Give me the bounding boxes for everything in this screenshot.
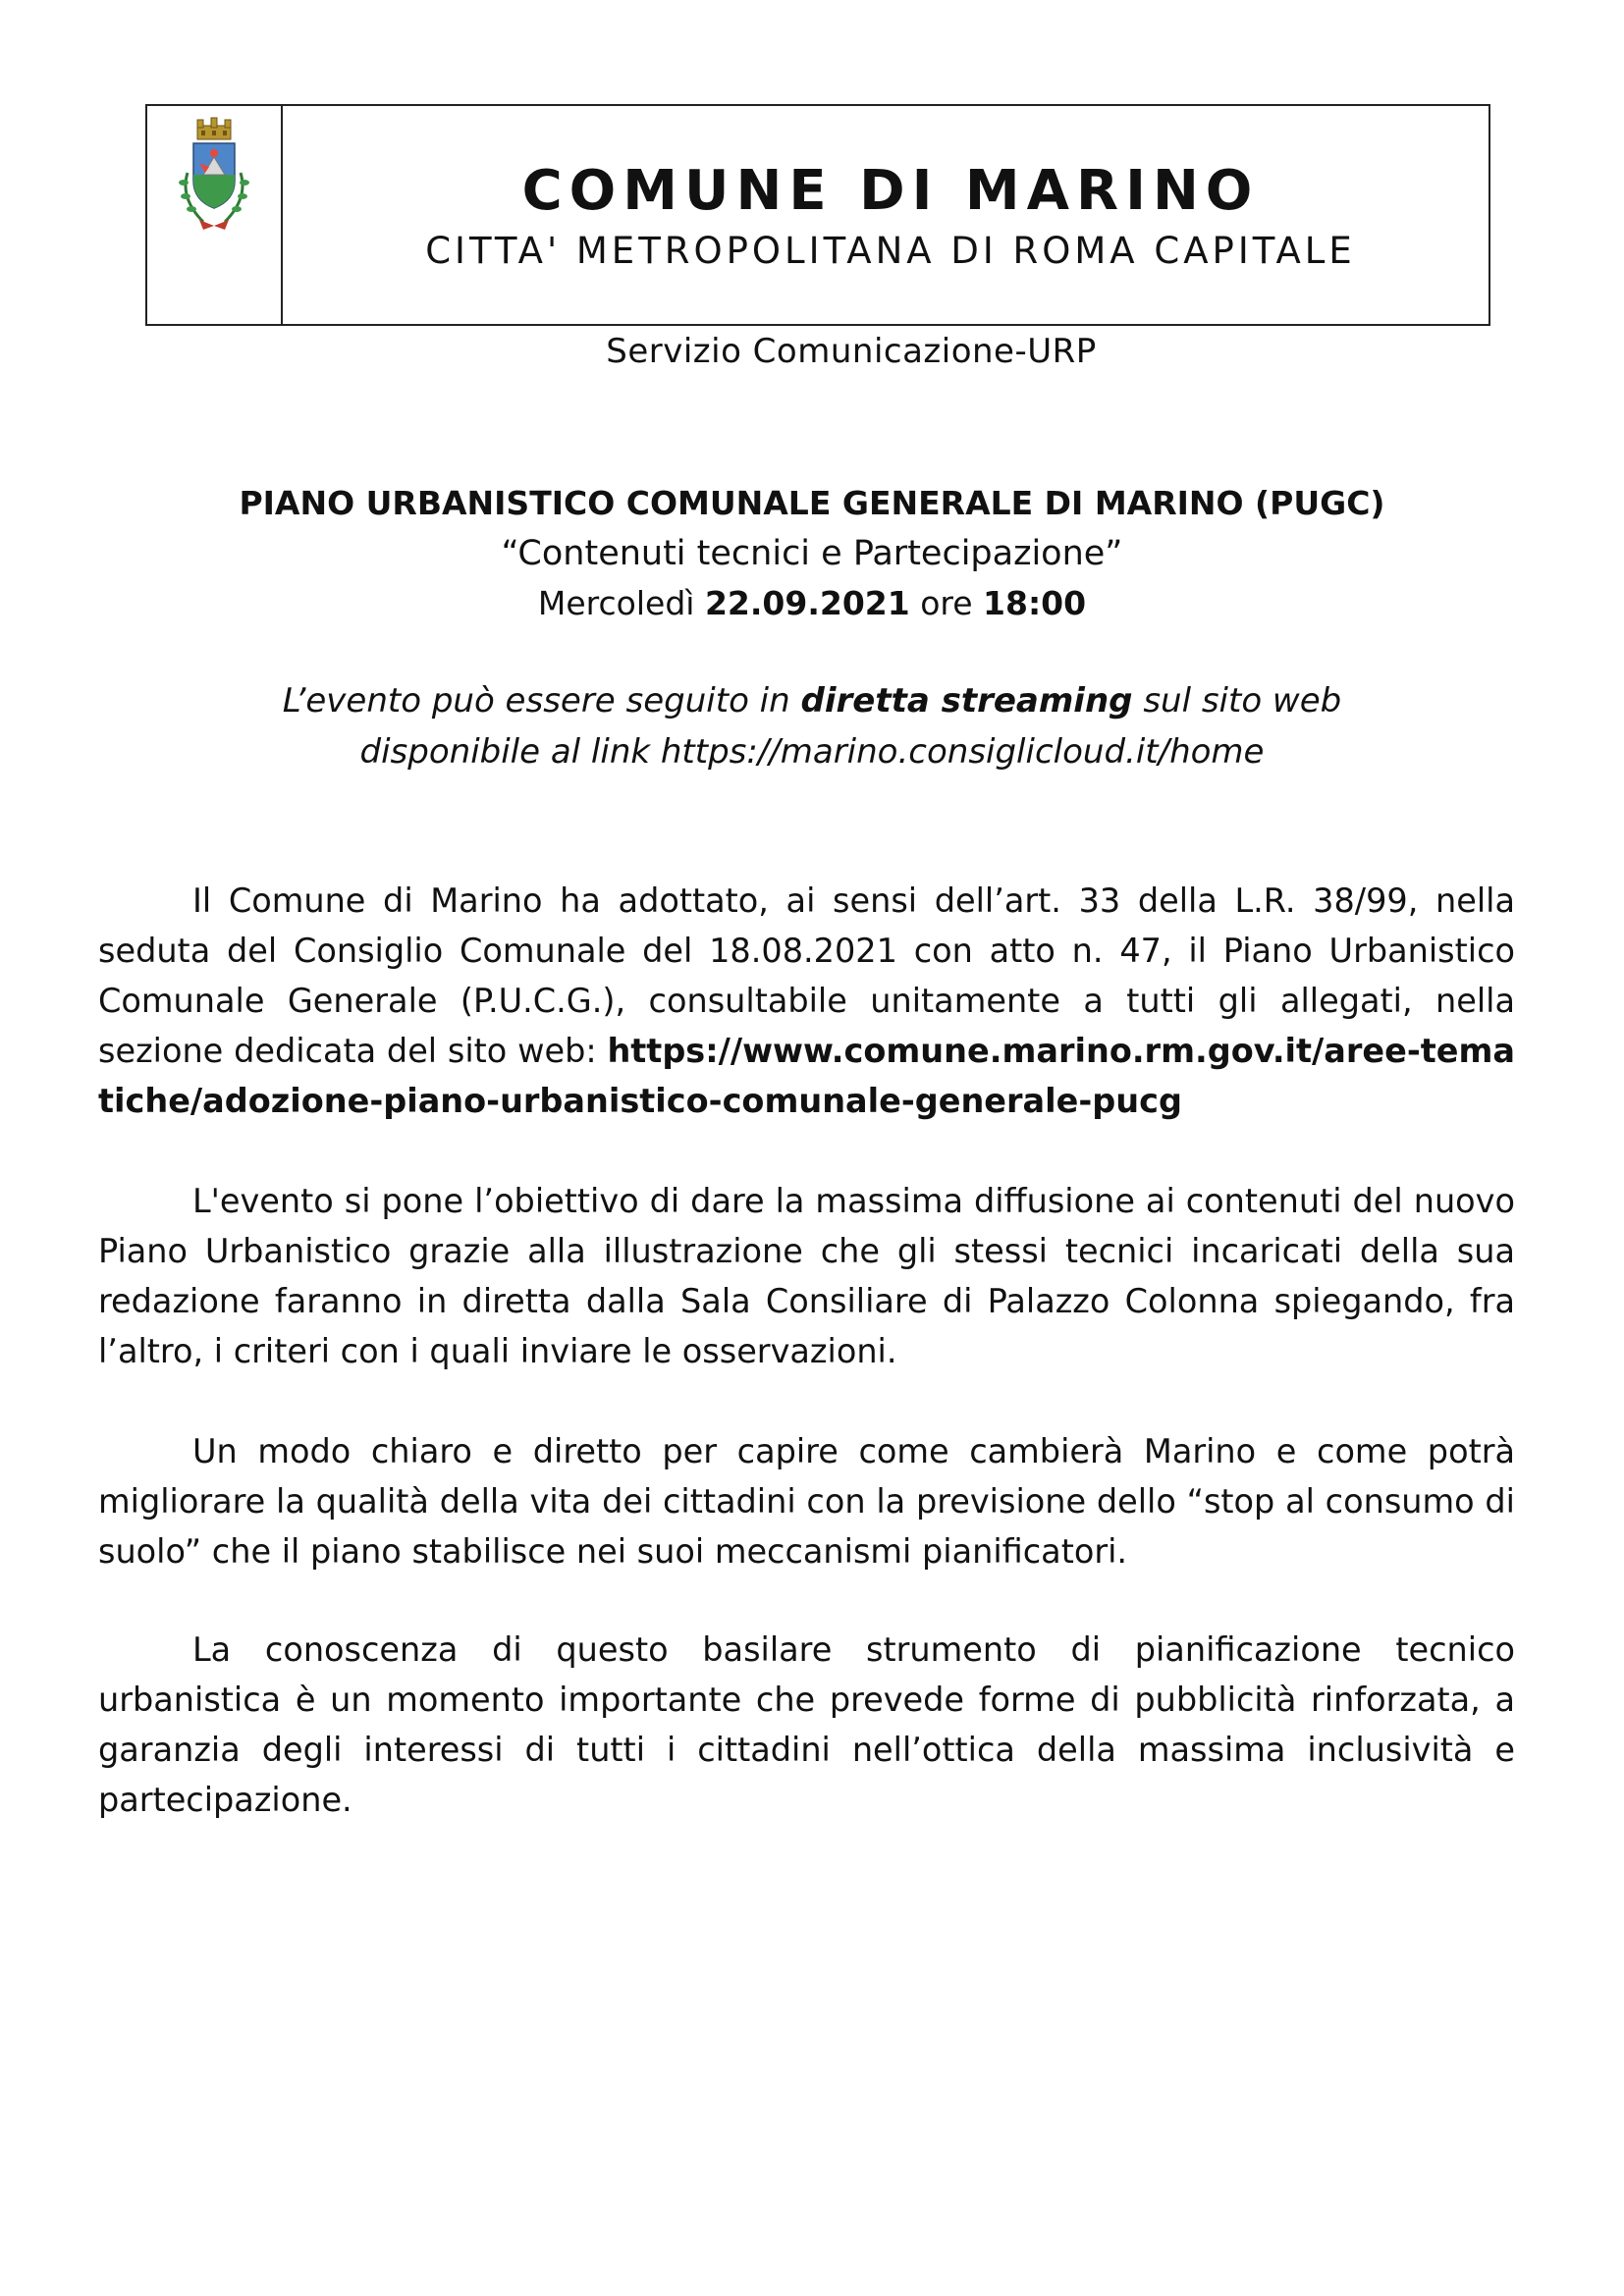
event-datetime	[98, 579, 1526, 628]
event-heading	[98, 479, 1526, 777]
pucg-link[interactable]: https://www.comune.marino.rm.gov.it/aree-tematiche/adozione-piano-urbanistico-comunale-generale-pucg	[98, 1032, 1515, 1120]
event-date: 22.09.2021	[704, 584, 910, 622]
paragraph-adoption	[98, 876, 1515, 1126]
paragraph-event: L'evento si pone l’obiettivo di dare la massima diffusione ai contenuti del nuovo Piano Urbanistico grazie alla illustrazione che gli stessi tecnici incaricati della sua redazione faranno in diretta dalla Sala Consiliare di Palazzo Colonna spiegando, fra l’altro, i criteri con i quali inviare le osservazioni.	[98, 1182, 1515, 1370]
letterhead	[145, 104, 1490, 326]
service-name: Servizio Comunicazione-URP	[606, 332, 1097, 371]
letterhead-titles	[283, 106, 1489, 324]
paragraph-change: Un modo chiaro e diretto per capire come cambierà Marino e come potrà migliorare la qualità della vita dei cittadini con la previsione dello “stop al consumo di suolo” che il piano stabilisce nei suoi meccanismi pianificatori.	[98, 1432, 1515, 1571]
date-prefix: Mercoledì	[537, 584, 695, 622]
coat-of-arms-icon	[160, 116, 268, 253]
paragraph-adoption-text: Il Comune di Marino ha adottato, ai sensi dell’art. 33 della L.R. 38/99, nella seduta del Consiglio Comunale del 18.08.2021 con atto n. 47, il Piano Urbanistico Comunale Generale (P.U.C.G.), consultabile unitamente a tutti gli allegati, nella sezione dedicata del sito web:	[98, 881, 1515, 1070]
streaming-text-after: sul sito web	[1143, 681, 1342, 721]
streaming-line-2: disponibile al link https://marino.consiglicloud.it/home	[359, 732, 1265, 772]
paragraph-knowledge: La conoscenza di questo basilare strumento di pianificazione tecnico urbanistica è un momento importante che prevede forme di pubblicità rinforzata, a garanzia degli interessi di tutti i cittadini nell’ottica della massima inclusività e partecipazione.	[98, 1630, 1515, 1819]
municipality-name: COMUNE DI MARINO	[521, 159, 1260, 223]
streaming-text-before: L’evento può essere seguito in	[282, 681, 790, 721]
event-time: 18:00	[983, 584, 1087, 622]
body-text	[98, 876, 1515, 1875]
streaming-notice	[98, 675, 1526, 777]
time-prefix: ore	[920, 584, 973, 622]
event-title: PIANO URBANISTICO COMUNALE GENERALE DI MARINO (PUGC)	[239, 484, 1385, 522]
municipality-subtitle: CITTA' METROPOLITANA DI ROMA CAPITALE	[425, 229, 1356, 272]
streaming-highlight: diretta streaming	[800, 681, 1133, 721]
streaming-line-1	[98, 675, 1526, 726]
event-subtitle: “Contenuti tecnici e Partecipazione”	[501, 534, 1123, 573]
logo-cell	[147, 106, 283, 324]
